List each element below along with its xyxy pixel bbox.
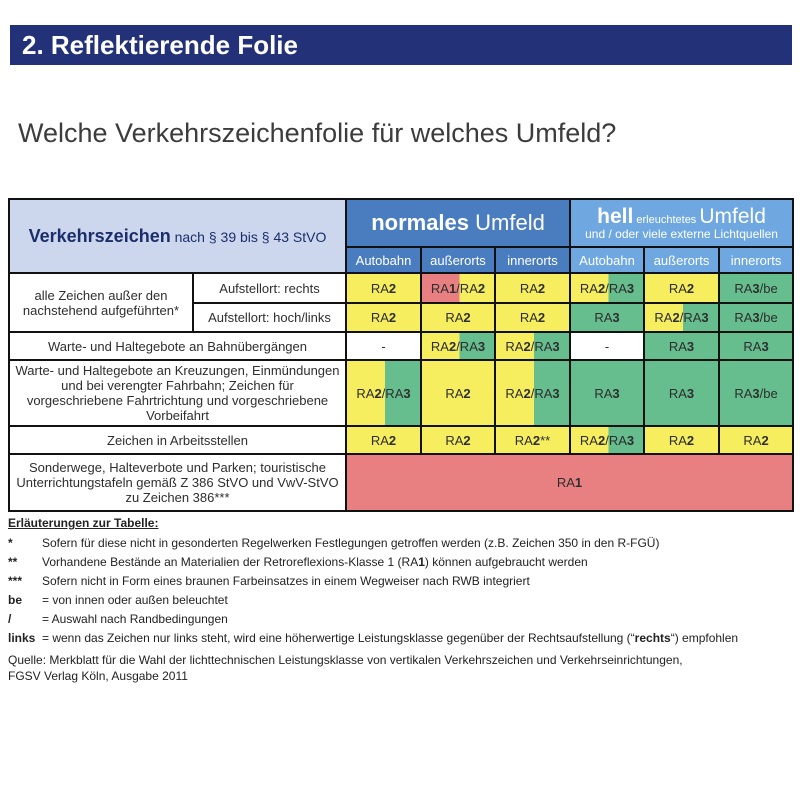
reflective-foil-table: [8, 198, 794, 512]
footnote-text: = von innen oder außen beleuchtet: [42, 593, 228, 607]
hell-umfeld-line1: [575, 205, 788, 228]
ra-class-cell: RA2: [346, 303, 421, 332]
footnote-symbol: /: [8, 612, 12, 626]
ra-class-cell: RA3/be: [719, 273, 793, 303]
row-label: Sonderwege, Halteverbote und Parken; touristische Unterrichtungstafeln gemäß Z 386 StVO und VwV-StVO zu Zeichen 386***: [9, 454, 346, 511]
hell-umfeld-bold: hell: [597, 204, 634, 228]
ra-class-cell: RA2: [495, 303, 570, 332]
ra-class-cell: RA2: [421, 360, 495, 426]
hell-umfeld-header: [570, 199, 793, 247]
corner-header-bold: Verkehrszeichen: [28, 225, 171, 246]
ra-class-cell: RA2/RA3: [495, 332, 570, 360]
footnote-text: = Auswahl nach Randbedingungen: [42, 612, 228, 626]
ra-class-cell: RA2: [421, 303, 495, 332]
table-row: [9, 332, 793, 360]
footnote-text: Sofern nicht in Form eines braunen Farbeinsatzes in einem Wegweiser nach RWB integriert: [42, 574, 530, 588]
footnote-symbol: be: [8, 593, 23, 607]
page-title: 2. Reflektierende Folie: [22, 29, 298, 60]
ra-class-cell: RA3: [719, 332, 793, 360]
ra-class-cell: RA2: [421, 426, 495, 454]
row-label: alle Zeichen außer den nachstehend aufgeführten*: [9, 273, 193, 332]
footnote-item: [8, 629, 792, 648]
footnote-symbol: links: [8, 631, 36, 645]
footnotes-section: [8, 516, 792, 648]
ra-class-cell: RA1/RA2: [421, 273, 495, 303]
ra-class-cell: RA3: [644, 332, 719, 360]
row-label: Zeichen in Arbeitsstellen: [9, 426, 346, 454]
table-row: [9, 454, 793, 511]
column-header-autobahn-normal: Autobahn: [346, 247, 421, 273]
normal-umfeld-rest: Umfeld: [469, 210, 545, 235]
column-header-innerorts-hell: innerorts: [719, 247, 793, 273]
ra-class-cell-merged: RA1: [346, 454, 793, 511]
footnote-text: = wenn das Zeichen nur links steht, wird eine höherwertige Leistungsklasse gegenüber der Rechtsaufstellung (“rechts“) empfohlen: [42, 631, 739, 645]
ra-class-cell: RA2/RA3: [346, 360, 421, 426]
footnote-symbol: ***: [8, 574, 23, 588]
sub-row-label: Aufstellort: rechts: [193, 273, 346, 303]
source-line2: FGSV Verlag Köln, Ausgabe 2011: [8, 669, 188, 683]
source-reference: [8, 652, 683, 684]
ra-class-cell: RA3: [570, 360, 644, 426]
footnote-item: [8, 591, 792, 610]
page-subtitle: Welche Verkehrszeichenfolie für welches Umfeld?: [18, 118, 617, 148]
footnote-symbol: *: [8, 536, 13, 550]
ra-class-cell: RA2: [644, 426, 719, 454]
ra-class-cell: RA2/RA3: [570, 426, 644, 454]
normal-umfeld-header: [346, 199, 570, 247]
source-line1: Quelle: Merkblatt für die Wahl der lichttechnischen Leistungsklasse von vertikalen Verkehrszeichen und Verkehrseinrichtungen,: [8, 653, 683, 667]
sub-row-label: Aufstellort: hoch/links: [193, 303, 346, 332]
ra-class-cell: -: [570, 332, 644, 360]
footnote-item: [8, 572, 792, 591]
ra-class-cell: RA3/be: [719, 360, 793, 426]
header-row: [9, 199, 793, 247]
title-bar: [10, 25, 792, 65]
column-header-autobahn-hell: Autobahn: [570, 247, 644, 273]
column-header-innerorts-normal: innerorts: [495, 247, 570, 273]
ra-class-cell: RA2: [495, 273, 570, 303]
ra-class-cell: -: [346, 332, 421, 360]
ra-class-cell: RA3: [570, 303, 644, 332]
row-label: Warte- und Haltegebote an Bahnübergängen: [9, 332, 346, 360]
footnote-text: Sofern für diese nicht in gesonderten Regelwerken Festlegungen getroffen werden (z.B. Zeichen 350 in den R-FGÜ): [42, 536, 660, 550]
footnotes-heading: Erläuterungen zur Tabelle:: [8, 516, 159, 530]
table-row: [9, 273, 793, 303]
row-label: Warte- und Haltegebote an Kreuzungen, Einmündungen und bei verengter Fahrbahn; Zeichen für vorgeschriebene Fahrtrichtung und vorgeschriebene Vorbeifahrt: [9, 360, 346, 426]
hell-umfeld-line2: und / oder viele externe Lichtquellen: [585, 226, 778, 241]
footnote-symbol: **: [8, 555, 18, 569]
ra-class-cell: RA2: [644, 273, 719, 303]
hell-umfeld-small: erleuchtetes: [633, 213, 700, 226]
ra-class-cell: RA3: [644, 360, 719, 426]
ra-class-cell: RA2: [346, 426, 421, 454]
footnote-item: [8, 553, 792, 572]
column-header-ausserorts-hell: außerorts: [644, 247, 719, 273]
corner-header-rest: nach § 39 bis § 43 StVO: [170, 228, 327, 245]
normal-umfeld-bold: normales: [371, 210, 470, 235]
column-header-ausserorts-normal: außerorts: [421, 247, 495, 273]
table-row: [9, 360, 793, 426]
ra-class-cell: RA2/RA3: [644, 303, 719, 332]
footnote-item: [8, 610, 792, 629]
ra-class-cell: RA2**: [495, 426, 570, 454]
ra-class-cell: RA2/RA3: [570, 273, 644, 303]
ra-class-cell: RA2/RA3: [421, 332, 495, 360]
corner-header-cell: [9, 199, 346, 273]
hell-umfeld-big: Umfeld: [699, 204, 766, 228]
ra-class-cell: RA3/be: [719, 303, 793, 332]
table-row: [9, 426, 793, 454]
ra-class-cell: RA2: [346, 273, 421, 303]
footnote-item: [8, 534, 792, 553]
ra-class-cell: RA2/RA3: [495, 360, 570, 426]
ra-class-cell: RA2: [719, 426, 793, 454]
footnote-text: Vorhandene Bestände an Materialien der Retroreflexions-Klasse 1 (RA1) können aufgebraucht werden: [42, 555, 588, 569]
